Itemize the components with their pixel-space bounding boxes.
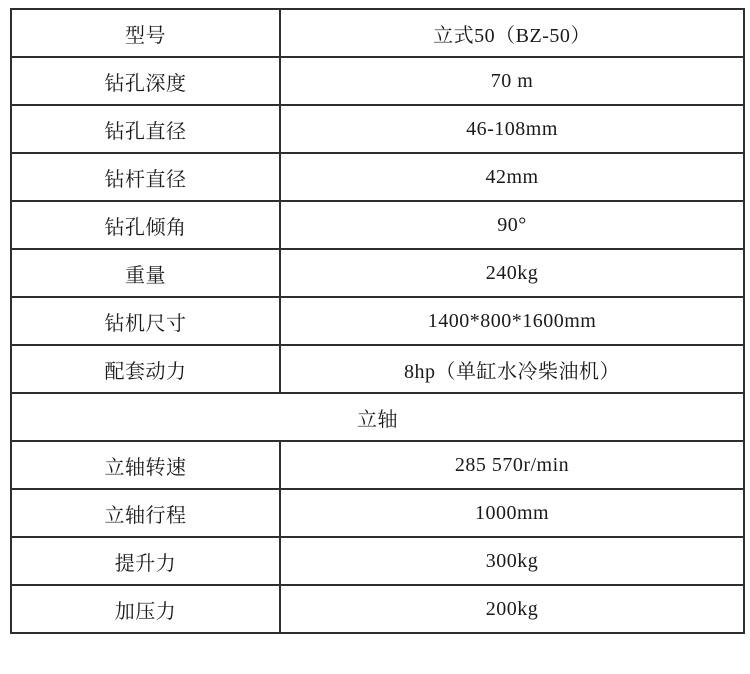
spec-value: 285 570r/min bbox=[280, 441, 744, 489]
spec-value: 8hp（单缸水冷柴油机） bbox=[280, 345, 744, 393]
table-row bbox=[11, 153, 744, 201]
spec-value: 42mm bbox=[280, 153, 744, 201]
spec-value: 90° bbox=[280, 201, 744, 249]
table-row bbox=[11, 201, 744, 249]
spec-label: 钻杆直径 bbox=[11, 153, 280, 201]
spec-label: 钻孔深度 bbox=[11, 57, 280, 105]
table-row bbox=[11, 297, 744, 345]
table-row bbox=[11, 57, 744, 105]
spec-label: 立轴行程 bbox=[11, 489, 280, 537]
spec-value: 70 m bbox=[280, 57, 744, 105]
spec-value: 46-108mm bbox=[280, 105, 744, 153]
table-row bbox=[11, 585, 744, 633]
table-row bbox=[11, 105, 744, 153]
spec-label: 型号 bbox=[11, 9, 280, 57]
section-header: 立轴 bbox=[11, 393, 744, 441]
spec-label: 提升力 bbox=[11, 537, 280, 585]
spec-value: 240kg bbox=[280, 249, 744, 297]
spec-label: 加压力 bbox=[11, 585, 280, 633]
product-spec-table bbox=[10, 8, 745, 634]
spec-value: 200kg bbox=[280, 585, 744, 633]
spec-label: 钻孔直径 bbox=[11, 105, 280, 153]
table-row bbox=[11, 489, 744, 537]
spec-label: 重量 bbox=[11, 249, 280, 297]
table-row bbox=[11, 9, 744, 57]
spec-label: 钻孔倾角 bbox=[11, 201, 280, 249]
table-row bbox=[11, 441, 744, 489]
section-header-row bbox=[11, 393, 744, 441]
table-row bbox=[11, 345, 744, 393]
table-row bbox=[11, 249, 744, 297]
spec-value: 300kg bbox=[280, 537, 744, 585]
table-row bbox=[11, 537, 744, 585]
spec-label: 立轴转速 bbox=[11, 441, 280, 489]
spec-label: 钻机尺寸 bbox=[11, 297, 280, 345]
spec-value: 立式50（BZ-50） bbox=[280, 9, 744, 57]
spec-value: 1000mm bbox=[280, 489, 744, 537]
spec-value: 1400*800*1600mm bbox=[280, 297, 744, 345]
spec-label: 配套动力 bbox=[11, 345, 280, 393]
